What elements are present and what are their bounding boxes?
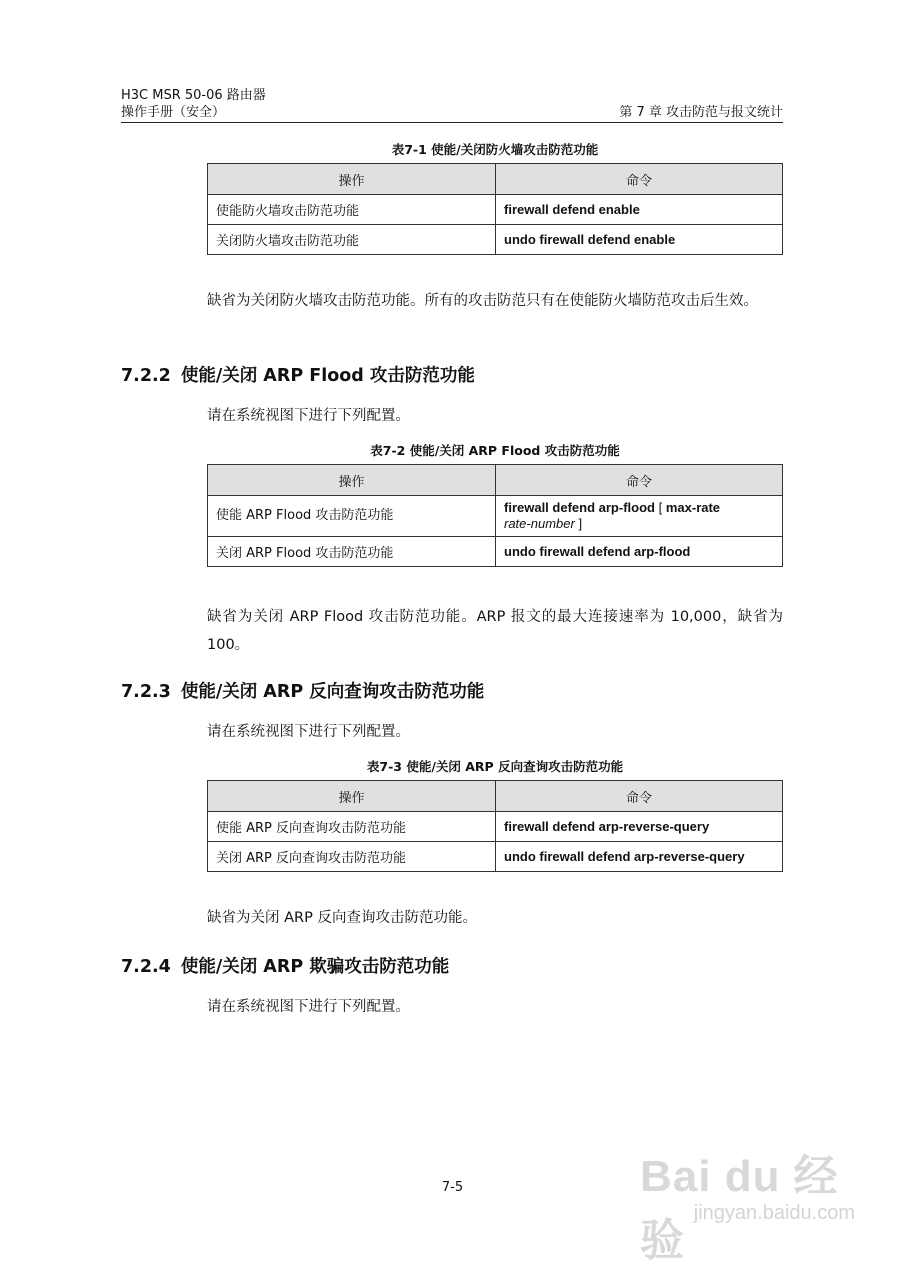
table-row [208,195,783,225]
column-header-command: 命令 [496,465,783,496]
section-intro: 请在系统视图下进行下列配置。 [207,724,410,740]
column-header-operation: 操作 [208,781,496,812]
command-cell: firewall defend arp-reverse-query [496,812,783,842]
command-table [207,464,783,567]
operation-cell: 使能防火墙攻击防范功能 [208,195,496,225]
table-header-row [208,781,783,812]
section-intro: 请在系统视图下进行下列配置。 [207,408,410,424]
section-number: 7.2.2 [121,366,171,386]
section-heading [121,362,475,387]
optional-bracket: [ [658,500,663,515]
operation-cell: 使能 ARP Flood 攻击防范功能 [208,496,496,537]
section-intro: 请在系统视图下进行下列配置。 [207,999,410,1015]
table-caption: 表7-2 使能/关闭 ARP Flood 攻击防范功能 [370,443,620,458]
section-number: 7.2.4 [121,957,171,977]
operation-cell: 使能 ARP 反向查询攻击防范功能 [208,812,496,842]
command-keyword: firewall defend arp-flood [504,500,655,515]
watermark-logo: Bai du 经验 [640,1152,839,1265]
section-heading [121,678,484,703]
section-title: 使能/关闭 ARP 反向查询攻击防范功能 [180,682,485,702]
command-option: max-rate [665,500,721,515]
operation-cell: 关闭 ARP 反向查询攻击防范功能 [208,842,496,872]
operation-cell: 关闭 ARP Flood 攻击防范功能 [208,537,496,567]
column-header-command: 命令 [496,164,783,195]
optional-bracket: ] [578,516,583,531]
column-header-operation: 操作 [208,465,496,496]
header-divider [121,122,783,123]
header-row [121,105,783,121]
table-row [208,842,783,872]
command-cell: undo firewall defend enable [496,225,783,255]
command-cell: undo firewall defend arp-reverse-query [496,842,783,872]
command-cell: undo firewall defend arp-flood [496,537,783,567]
operation-cell: 关闭防火墙攻击防范功能 [208,225,496,255]
paragraph: 缺省为关闭 ARP Flood 攻击防范功能。ARP 报文的最大连接速率为 10,000，缺省为 100。 [207,609,783,653]
command-table [207,780,783,872]
table-header-row [208,465,783,496]
command-table [207,163,783,255]
header-manual: 操作手册（安全） [121,105,226,120]
table-row [208,496,783,537]
command-cell [496,496,783,537]
table-row [208,812,783,842]
watermark-url: jingyan.baidu.com [693,1202,855,1224]
page-number: 7-5 [441,1180,464,1195]
section-number: 7.2.3 [121,682,171,702]
section-title: 使能/关闭 ARP 欺骗攻击防范功能 [180,957,450,977]
paragraph: 缺省为关闭 ARP 反向查询攻击防范功能。 [207,910,477,926]
table-row [208,225,783,255]
section-heading [121,953,449,978]
section-title: 使能/关闭 ARP Flood 攻击防范功能 [180,366,475,386]
baidu-jingyan-watermark [640,1140,855,1265]
command-cell: firewall defend enable [496,195,783,225]
table-caption: 表7-1 使能/关闭防火墙攻击防范功能 [391,142,599,157]
header-chapter: 第 7 章 攻击防范与报文统计 [619,105,783,120]
command-argument: rate-number [504,516,575,531]
table-row [208,537,783,567]
header-product: H3C MSR 50-06 路由器 [121,88,266,103]
table-caption: 表7-3 使能/关闭 ARP 反向查询攻击防范功能 [366,759,624,774]
column-header-operation: 操作 [208,164,496,195]
table-header-row [208,164,783,195]
column-header-command: 命令 [496,781,783,812]
paragraph: 缺省为关闭防火墙攻击防范功能。所有的攻击防范只有在使能防火墙防范攻击后生效。 [207,293,758,309]
